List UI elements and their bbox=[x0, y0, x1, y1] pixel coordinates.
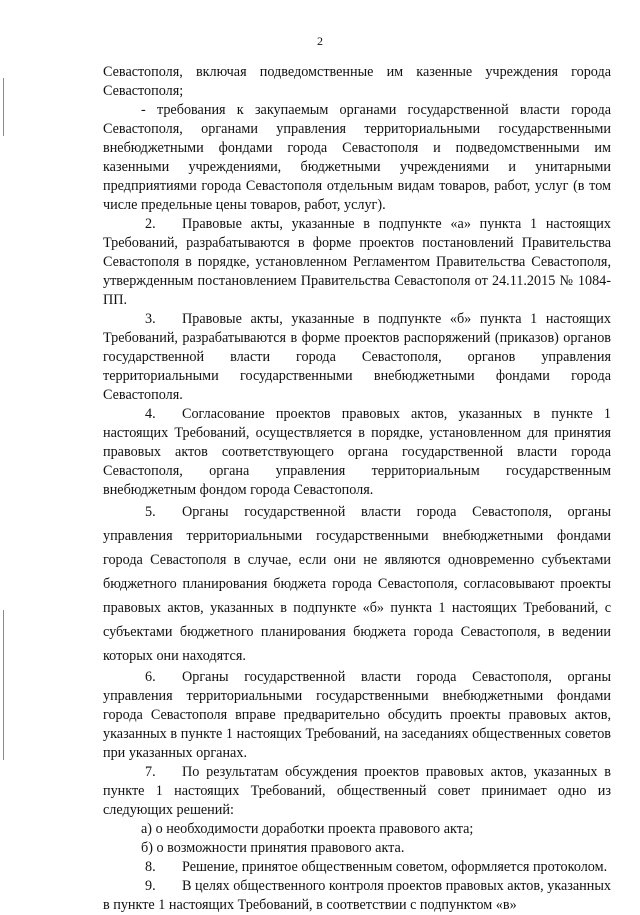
paragraph-text: По результатам обсуждения проектов правовых актов, указанных в пункте 1 настоящих Требований, общественный совет принимает одно из следующих решений: bbox=[103, 764, 611, 818]
paragraph-number: 2. bbox=[145, 216, 156, 232]
paragraph-text: В целях общественного контроля проектов правовых актов, указанных в пункте 1 настоящих Требований, в соответствии с подпунктом «в» bbox=[103, 878, 611, 913]
paragraph-text: Согласование проектов правовых актов, указанных в пункте 1 настоящих Требований, осуществляется в порядке, установленном для принятия правовых актов соответствующего органа государственной власти города Севастополя, органа управления территориальным государственным внебюджетным фондом города Севастополя. bbox=[103, 406, 611, 498]
option-a: а) о необходимости доработки проекта правового акта; bbox=[141, 821, 474, 837]
paragraph-6 bbox=[103, 668, 611, 763]
paragraph-number: 7. bbox=[145, 764, 156, 780]
paragraph-number: 3. bbox=[145, 311, 156, 327]
scan-edge-mark bbox=[3, 610, 4, 760]
document-body bbox=[103, 63, 611, 915]
option-b: б) о возможности принятия правового акта. bbox=[141, 840, 405, 856]
paragraph-2 bbox=[103, 215, 611, 310]
paragraph-5 bbox=[103, 500, 611, 668]
paragraph-continuation: Севастополя, включая подведомственные им казенные учреждения города Севастополя; bbox=[103, 64, 611, 99]
page-number: 2 bbox=[317, 34, 323, 48]
paragraph-number: 5. bbox=[145, 504, 156, 520]
paragraph-number: 4. bbox=[145, 406, 156, 422]
paragraph-number: 9. bbox=[145, 878, 156, 894]
paragraph-text: Органы государственной власти города Севастополя, органы управления территориальными государственными внебюджетными фондами города Севастополя в случае, если они не являются одновременно субъектами бюджетного планирования бюджета города Севастополя, согласовывают проекты правовых актов, указанных в подпункте «б» пункта 1 настоящих Требований, с субъектами бюджетного планирования бюджета города Севастополя, в ведении которых они находятся. bbox=[103, 504, 611, 664]
paragraph-text: Правовые акты, указанные в подпункте «а» пункта 1 настоящих Требований, разрабатываются в форме проектов постановлений Правительства Севастополя в порядке, установленном Регламентом Правительства Севастополя, утвержденным постановлением Правительства Севастополя от 24.11.2015 № 1084-ПП. bbox=[103, 216, 611, 308]
paragraph-text: Органы государственной власти города Севастополя, органы управления территориальными государственными внебюджетными фондами города Севастополя вправе предварительно обсудить проекты правовых актов, указанных в пункте 1 настоящих Требований, на заседаниях общественных советов при указанных органах. bbox=[103, 669, 611, 761]
paragraph-4 bbox=[103, 405, 611, 500]
paragraph-number: 6. bbox=[145, 669, 156, 685]
paragraph-9 bbox=[103, 877, 611, 915]
paragraph-7 bbox=[103, 763, 611, 820]
paragraph-number: 8. bbox=[145, 859, 156, 875]
paragraph-text: Правовые акты, указанные в подпункте «б» пункта 1 настоящих Требований, разрабатываются в форме проектов распоряжений (приказов) органов государственной власти города Севастополя, органов управления территориальными государственными внебюджетными фондами города Севастополя. bbox=[103, 311, 611, 403]
scan-edge-mark bbox=[3, 78, 4, 136]
paragraph-8 bbox=[103, 858, 611, 877]
paragraph-bullet: - требования к закупаемым органами государственной власти города Севастополя, органами управления территориальными государственными внебюджетными фондами города Севастополя и подведомственными им казенными учреждениями, бюджетными учреждениями и унитарными предприятиями города Севастополя отдельным видам товаров, работ, услуг (в том числе предельные цены товаров, работ, услуг). bbox=[103, 102, 611, 213]
paragraph-3 bbox=[103, 310, 611, 405]
paragraph-text: Решение, принятое общественным советом, оформляется протоколом. bbox=[182, 859, 608, 875]
